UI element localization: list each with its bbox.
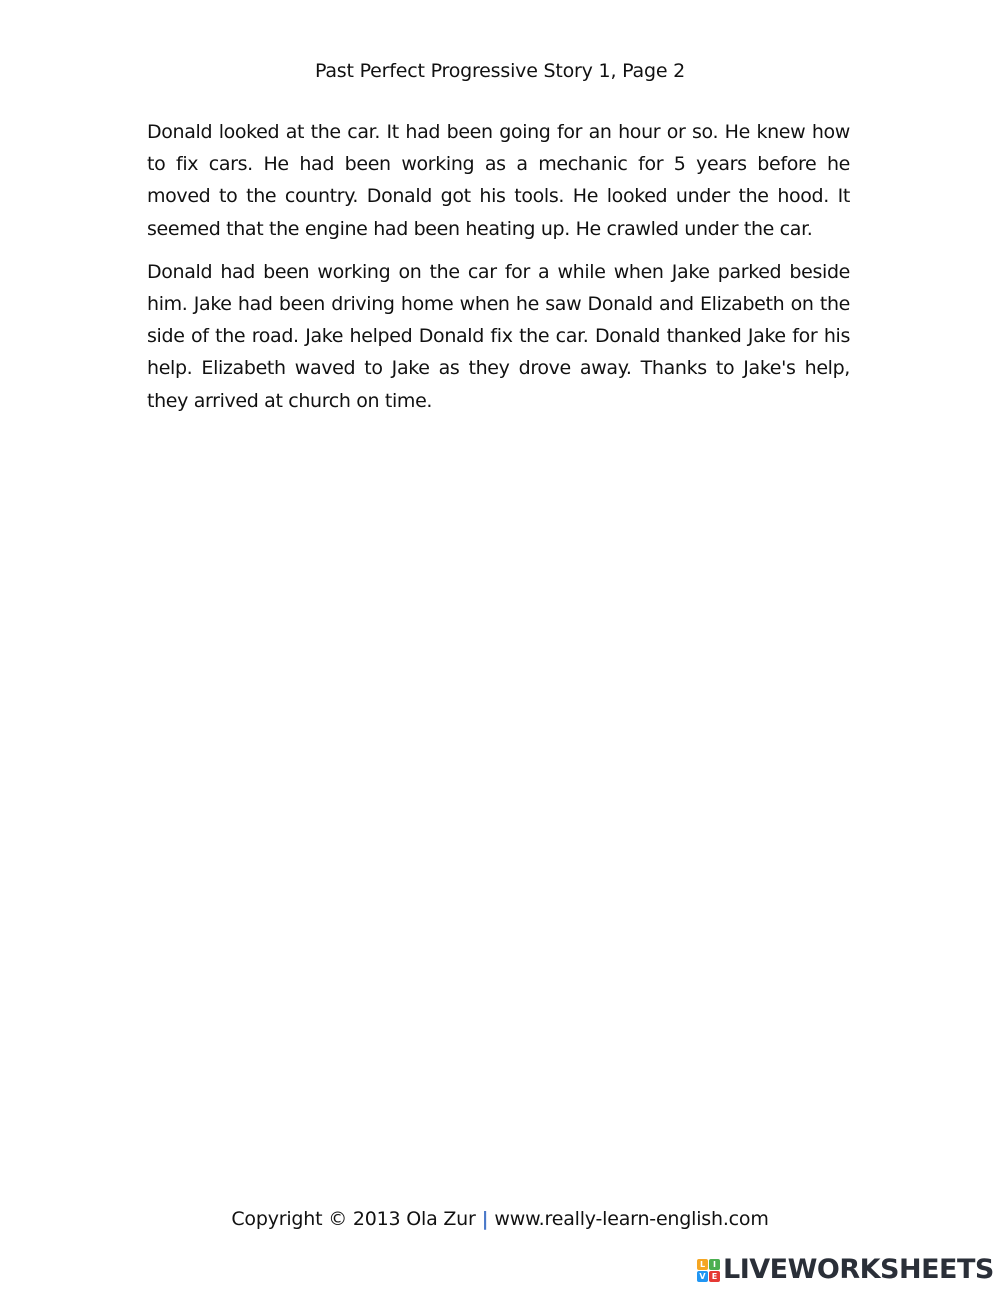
liveworksheets-logo[interactable] [697,1255,994,1285]
story-paragraph: Donald had been working on the car for a while when Jake parked beside him. Jake had been driving home when he saw Donald and Elizabeth on the side of the road. Jake helped Donald fix the car. Donald thanked Jake for his help. Elizabeth waved to Jake as they drove away. Thanks to Jake's help, they arrived at church on time. [147,260,850,412]
page-title: Past Perfect Progressive Story 1, Page 2 [314,60,686,82]
page-footer [0,1205,1000,1233]
logo-text: LIVEWORKSHEETS [723,1254,994,1285]
story-body [147,116,850,428]
logo-mark-letter: V [697,1271,708,1282]
logo-mark-letter: I [709,1259,720,1270]
copyright-text: Copyright © 2013 Ola Zur [231,1208,476,1230]
website-link[interactable]: www.really-learn-english.com [494,1208,769,1230]
liveworksheets-logo-icon [697,1259,720,1282]
story-paragraph: Donald looked at the car. It had been going for an hour or so. He knew how to fix cars. He had been working as a mechanic for 5 years before he moved to the country. Donald got his tools. He looked under the hood. It seemed that the engine had been heating up. He crawled under the car. [147,121,850,240]
footer-separator: | [481,1208,489,1230]
logo-mark-letter: E [709,1271,720,1282]
logo-mark-letter: L [697,1259,708,1270]
